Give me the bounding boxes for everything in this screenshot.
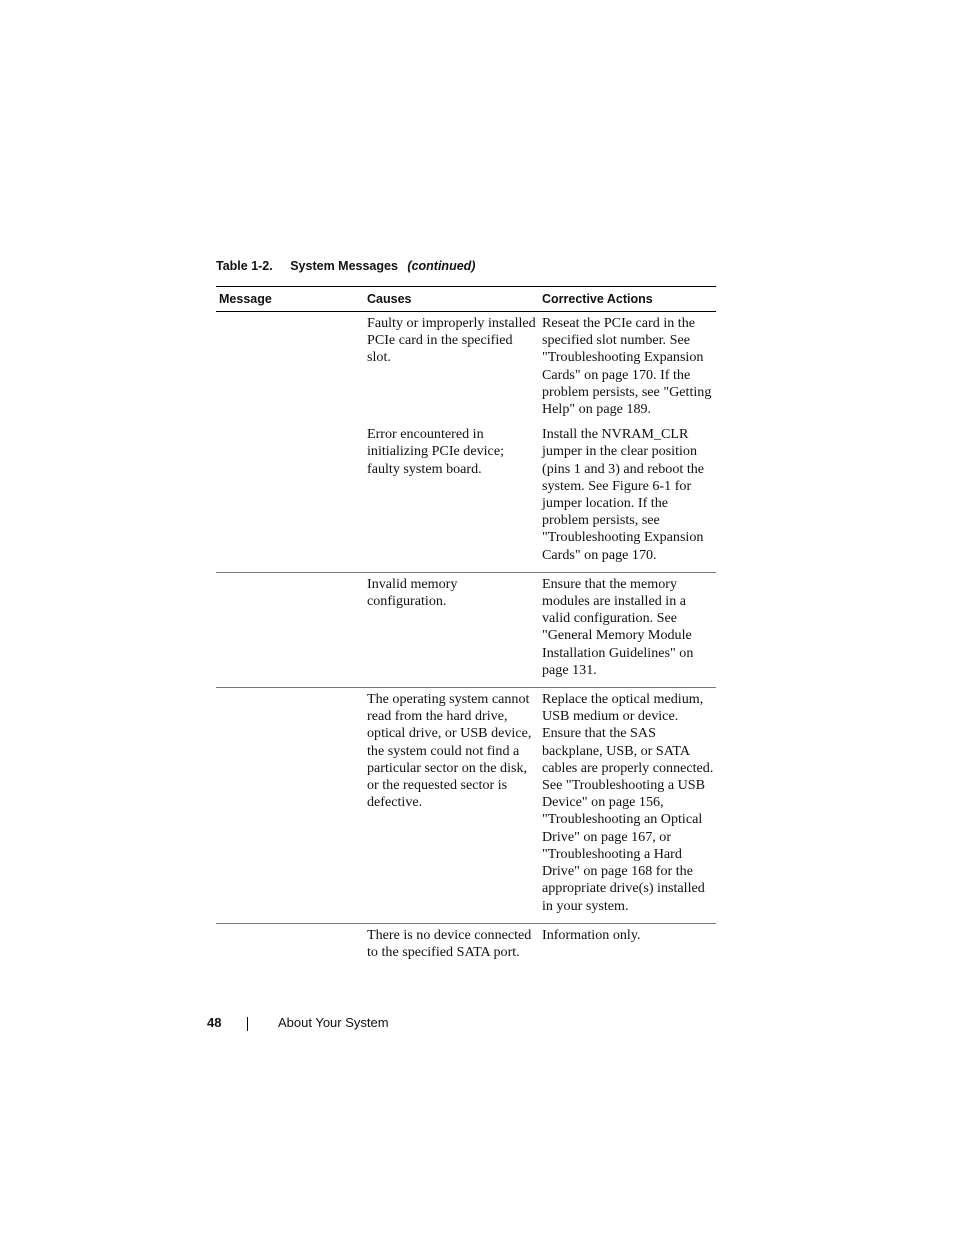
action-cell: Install the NVRAM_CLR jumper in the clear position (pins 1 and 3) and reboot the system. See Figure 6-1 for jumper location. If the problem persists, see "Troubleshooting Expansion Cards" on page 170. [542,426,705,563]
table-number: Table 1-2. [216,259,273,273]
header-message: Message [219,292,272,306]
table-row [216,574,716,687]
message-cell [216,691,364,915]
cause-cell: The operating system cannot read from the hard drive, optical drive, or USB device, the system could not find a particular sector on the disk, or the requested sector is defective. [367,691,532,811]
message-group [216,312,716,573]
table-row [216,689,716,923]
header-causes: Causes [367,292,412,306]
cause-cell: Error encountered in initializing PCIe device; faulty system board. [367,426,504,477]
action-cell: Ensure that the memory modules are installed in a valid configuration. See "General Memory Module Installation Guidelines" on page 131. [542,575,694,678]
message-cell [216,927,364,961]
action-cell: Replace the optical medium, USB medium or device. Ensure that the SAS backplane, USB, or SATA cables are properly connected. See "Troubleshooting a USB Device" on page 156, "Troubleshooting an Optical Drive" on page 167, or "Troubleshooting a Hard Drive" on page 168 for the appropriate drive(s) installed in your system. [542,691,714,914]
header-corrective-actions: Corrective Actions [542,292,653,306]
table-title: System Messages [290,259,398,273]
cause-cell: There is no device connected to the specified SATA port. [367,926,532,960]
footer-divider [247,1017,248,1031]
message-group [216,688,716,924]
cause-cell: Faulty or improperly installed PCIe card in the specified slot. [367,315,536,366]
message-cell [216,315,364,418]
action-cell: Information only. [542,926,641,943]
table-row [216,925,716,969]
table-row [216,426,716,572]
message-cell [216,576,364,679]
system-messages-table [216,286,716,969]
message-group [216,924,716,969]
message-cell [216,426,364,564]
cause-cell: Invalid memory configuration. [367,575,458,610]
message-group [216,573,716,688]
table-row [216,313,716,426]
section-title: About Your System [278,1015,389,1030]
table-caption [216,259,475,273]
page-footer [207,1015,389,1030]
action-cell: Reseat the PCIe card in the specified slot number. See "Troubleshooting Expansion Cards" on page 170. If the problem persists, see "Getting Help" on page 189. [542,315,712,418]
page-number: 48 [207,1015,222,1030]
table-header-row [216,286,716,312]
table-continued-label: (continued) [407,259,476,273]
